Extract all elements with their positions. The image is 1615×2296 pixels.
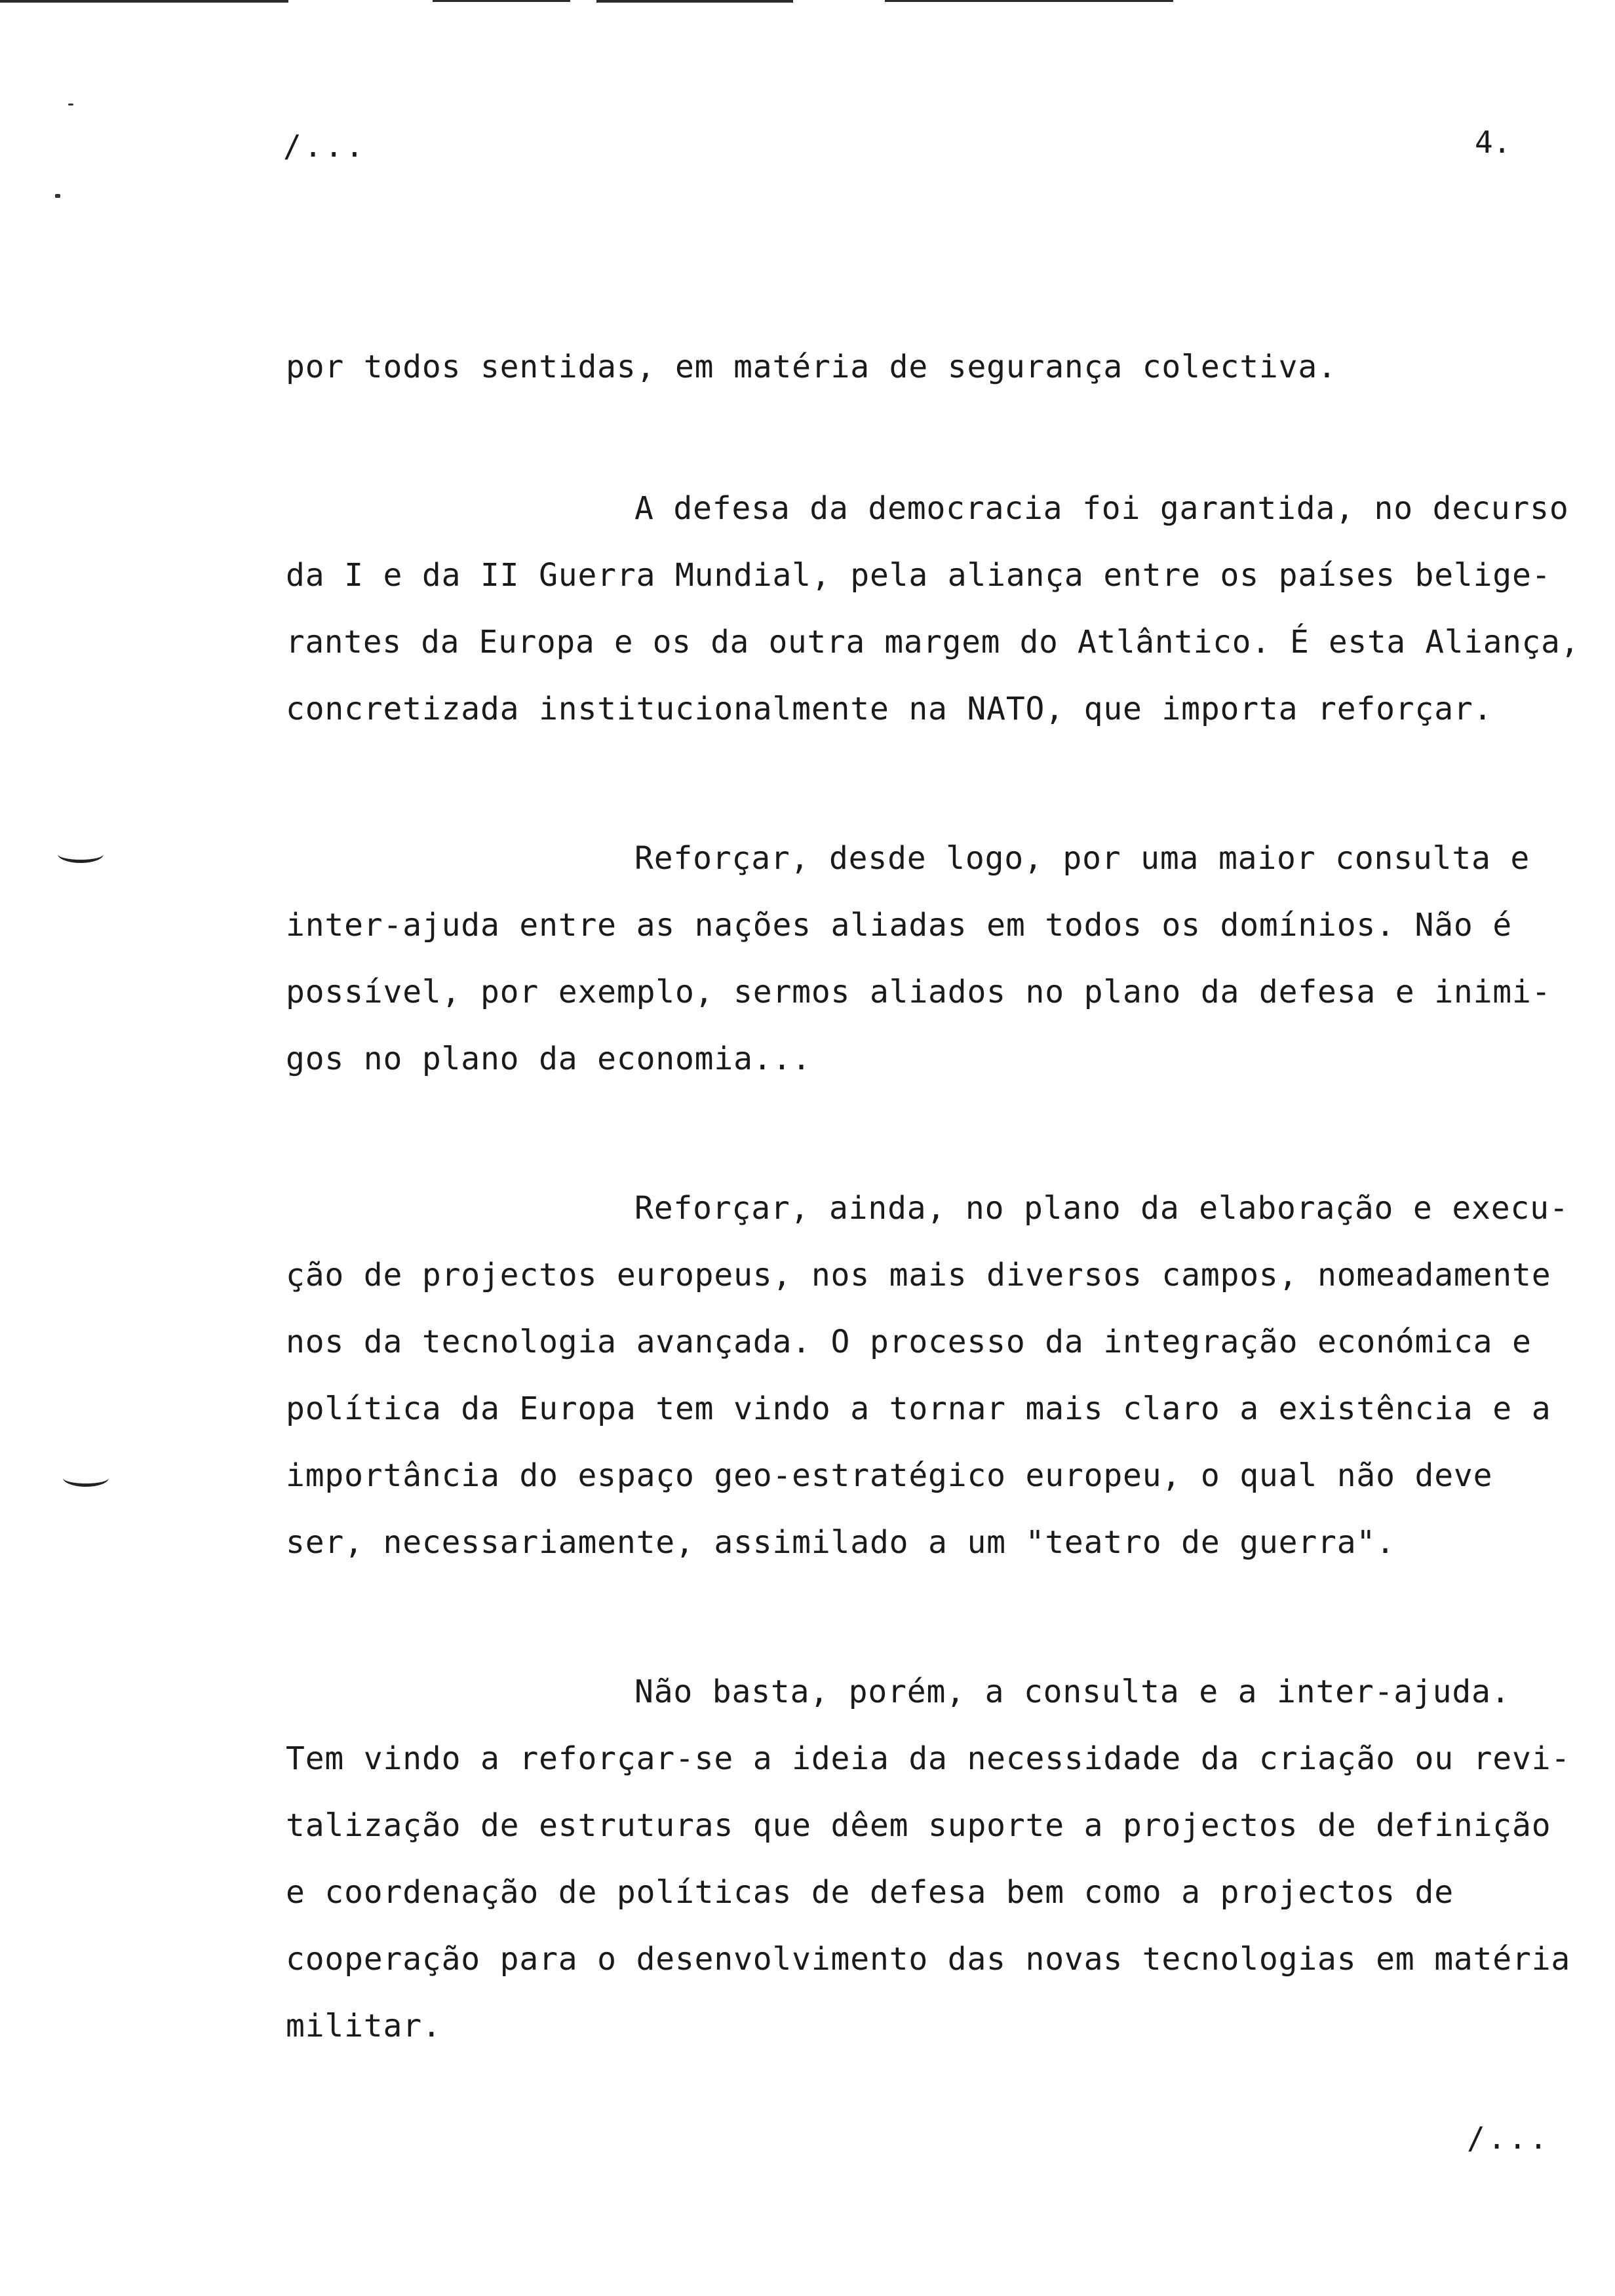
- text-line: possível, por exemplo, sermos aliados no plano da defesa e inimi-: [286, 974, 1551, 1010]
- text-line: política da Europa tem vindo a tornar mais claro a existência e a: [286, 1390, 1551, 1427]
- scan-top-rule: [0, 0, 288, 3]
- scan-top-rule: [885, 0, 1173, 2]
- punch-hole-mark: [63, 1469, 109, 1487]
- text-line: inter-ajuda entre as nações aliadas em todos os domínios. Não é: [286, 907, 1513, 944]
- page-number: 4.: [1475, 124, 1511, 160]
- text-line: e coordenação de políticas de defesa bem como a projectos de: [286, 1874, 1454, 1911]
- text-line: talização de estruturas que dêem suporte a projectos de definição: [286, 1807, 1551, 1844]
- scan-speck: [55, 194, 60, 198]
- text-line: por todos sentidas, em matéria de segurança colectiva.: [286, 349, 1337, 385]
- text-line: ser, necessariamente, assimilado a um "teatro de guerra".: [286, 1524, 1395, 1561]
- continuation-mark-bottom: /...: [1467, 2120, 1550, 2156]
- text-line: rantes da Europa e os da outra margem do Atlântico. É esta Aliança,: [286, 624, 1580, 660]
- text-line: Não basta, porém, a consulta e a inter-ajuda.: [634, 1674, 1511, 1710]
- scan-speck: [68, 104, 73, 105]
- text-line: Tem vindo a reforçar-se a ideia da necessidade da criação ou revi-: [286, 1740, 1571, 1777]
- text-line: ção de projectos europeus, nos mais diversos campos, nomeadamente: [286, 1257, 1551, 1293]
- text-line: da I e da II Guerra Mundial, pela aliança entre os países belige-: [286, 557, 1551, 594]
- text-line: Reforçar, desde logo, por uma maior consulta e: [634, 840, 1530, 877]
- text-line: cooperação para o desenvolvimento das novas tecnologias em matéria: [286, 1941, 1571, 1978]
- punch-hole-mark: [58, 845, 104, 863]
- continuation-mark-top: /...: [283, 128, 366, 164]
- scan-top-rule: [433, 0, 570, 2]
- text-line: A defesa da democracia foi garantida, no decurso: [634, 490, 1569, 527]
- text-line: concretizada institucionalmente na NATO, que importa reforçar.: [286, 691, 1493, 727]
- text-line: Reforçar, ainda, no plano da elaboração e execu-: [634, 1190, 1569, 1227]
- text-line: militar.: [286, 2008, 442, 2044]
- text-line: importância do espaço geo-estratégico europeu, o qual não deve: [286, 1457, 1493, 1494]
- text-line: gos no plano da economia...: [286, 1041, 811, 1077]
- text-line: nos da tecnologia avançada. O processo da integração económica e: [286, 1324, 1532, 1360]
- scan-top-rule: [596, 0, 793, 3]
